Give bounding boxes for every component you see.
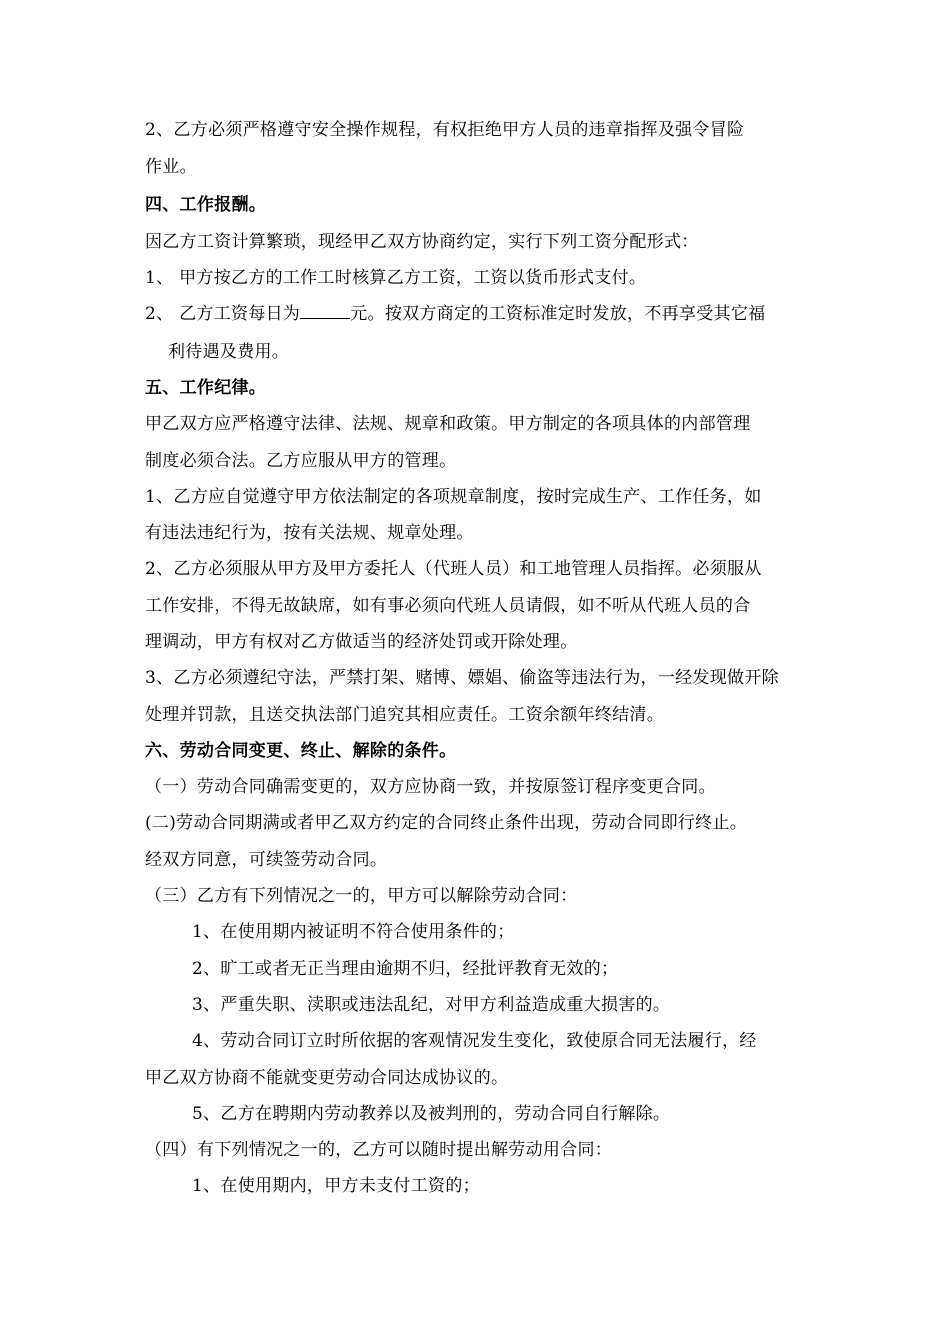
clause-4-1: 1、 甲方按乙方的工作工时核算乙方工资，工资以货币形式支付。 (145, 268, 647, 288)
section-4-intro: 因乙方工资计算繁琐，现经甲乙双方协商约定，实行下列工资分配形式： (145, 232, 699, 252)
section-5-intro-line-2: 制度必须合法。乙方应服从甲方的管理。 (145, 451, 457, 471)
section-5-intro-line-1: 甲乙双方应严格遵守法律、法规、规章和政策。甲方制定的各项具体的内部管理 (145, 414, 751, 434)
clause-6-3-heading: （三）乙方有下列情况之一的，甲方可以解除劳动合同： (145, 886, 578, 906)
clause-3-2-line-1: 2、乙方必须严格遵守安全操作规程，有权拒绝甲方人员的违章指挥及强令冒险 (145, 120, 745, 140)
wage-blank (300, 302, 350, 319)
section-6-heading: 六、劳动合同变更、终止、解除的条件。 (145, 741, 457, 761)
clause-4-2-prefix: 2、 乙方工资每日为 (145, 304, 301, 324)
section-5-heading: 五、工作纪律。 (145, 378, 267, 398)
clause-5-3-line-1: 3、乙方必须遵纪守法，严禁打架、赌博、嫖娼、偷盗等违法行为，一经发现做开除 (145, 668, 779, 688)
clause-6-3-item-2: 2、旷工或者无正当理由逾期不归，经批评教育无效的； (192, 959, 619, 979)
clause-4-2-suffix: 元。按双方商定的工资标准定时发放，不再享受其它福 (350, 304, 766, 324)
clause-6-3-item-1: 1、在使用期内被证明不符合使用条件的； (192, 922, 515, 942)
clause-6-2-line-1: (二)劳动合同期满或者甲乙双方约定的合同终止条件出现，劳动合同即行终止。 (145, 813, 748, 833)
clause-6-3-item-4-line-2: 甲乙双方协商不能就变更劳动合同达成协议的。 (145, 1068, 509, 1088)
section-4-heading: 四、工作报酬。 (145, 195, 267, 215)
clause-6-1: （一）劳动合同确需变更的，双方应协商一致，并按原签订程序变更合同。 (145, 777, 716, 797)
clause-5-1-line-1: 1、乙方应自觉遵守甲方依法制定的各项规章制度，按时完成生产、工作任务，如 (145, 487, 762, 507)
clause-5-2-line-3: 理调动，甲方有权对乙方做适当的经济处罚或开除处理。 (145, 632, 578, 652)
clause-5-2-line-2: 工作安排，不得无故缺席，如有事必须向代班人员请假，如不听从代班人员的合 (145, 596, 751, 616)
clause-5-2-line-1: 2、乙方必须服从甲方及甲方委托人（代班人员）和工地管理人员指挥。必须服从 (145, 559, 762, 579)
clause-3-2-line-2: 作业。 (145, 157, 197, 177)
clause-4-2-line-1 (145, 302, 815, 326)
clause-6-3-item-5: 5、乙方在聘期内劳动教养以及被判刑的，劳动合同自行解除。 (192, 1104, 671, 1124)
clause-6-3-item-3: 3、严重失职、渎职或违法乱纪，对甲方利益造成重大损害的。 (192, 995, 671, 1015)
clause-4-2-line-2: 利待遇及费用。 (168, 342, 290, 362)
clause-6-4-item-1: 1、在使用期内，甲方未支付工资的； (192, 1176, 480, 1196)
clause-6-2-line-2: 经双方同意，可续签劳动合同。 (145, 850, 388, 870)
clause-6-3-item-4-line-1: 4、劳动合同订立时所依据的客观情况发生变化，致使原合同无法履行，经 (192, 1031, 757, 1051)
clause-5-3-line-2: 处理并罚款，且送交执法部门追究其相应责任。工资余额年终结清。 (145, 705, 664, 725)
clause-5-1-line-2: 有违法违纪行为，按有关法规、规章处理。 (145, 523, 474, 543)
clause-6-4-heading: （四）有下列情况之一的，乙方可以随时提出解劳动用合同： (145, 1140, 613, 1160)
